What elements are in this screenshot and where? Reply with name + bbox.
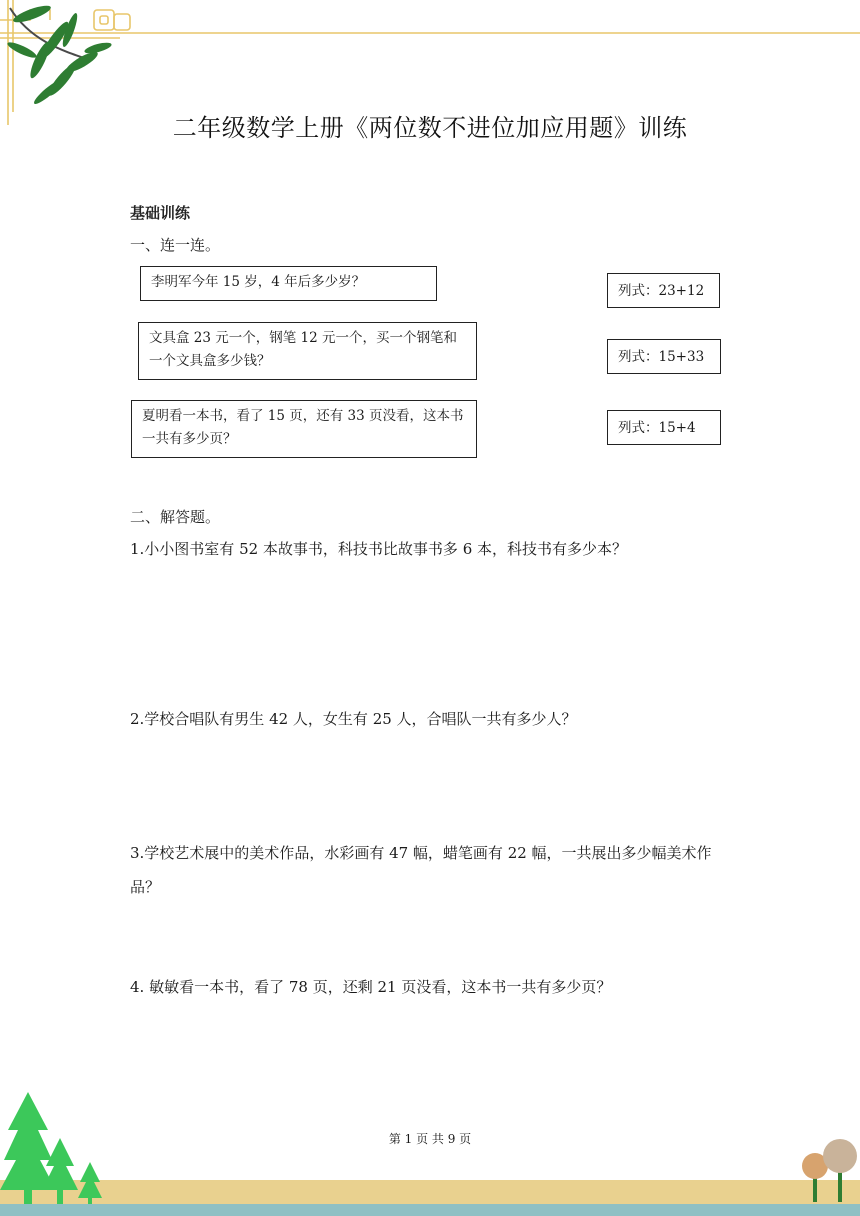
match-question-1: 李明军今年 15 岁，4 年后多少岁？ [140,266,437,301]
part2-heading: 二、解答题。 [130,508,221,526]
match-question-3: 夏明看一本书，看了 15 页，还有 33 页没看，这本书一共有多少页？ [131,400,477,458]
round-trees-decoration [796,1132,860,1204]
ground-water-strip [0,1204,860,1216]
word-problem-1: 1.小小图书室有 52 本故事书，科技书比故事书多 6 本，科技书有多少本？ [130,540,628,558]
word-problem-2: 2.学校合唱队有男生 42 人，女生有 25 人，合唱队一共有多少人？ [130,710,577,728]
word-problem-3: 3.学校艺术展中的美术作品，水彩画有 47 幅，蜡笔画有 22 幅，一共展出多少幅美术作品？ [130,844,712,896]
word-problem-4: 4. 敏敏看一本书，看了 78 页，还剩 21 页没看，这本书一共有多少页？ [130,978,612,996]
match-question-2: 文具盒 23 元一个，钢笔 12 元一个，买一个钢笔和一个文具盒多少钱？ [138,322,477,380]
pine-trees-decoration [0,1090,110,1206]
page-title: 二年级数学上册《两位数不进位加应用题》训练 [172,114,688,142]
ground-sand-strip [0,1180,860,1204]
part1-heading: 一、连一连。 [130,236,221,254]
section-label: 基础训练 [130,204,191,222]
match-formula-2: 列式：15+33 [607,339,721,374]
match-formula-3: 列式：15+4 [607,410,721,445]
page-number: 第 1 页 共 9 页 [388,1132,472,1146]
match-formula-1: 列式：23+12 [607,273,720,308]
